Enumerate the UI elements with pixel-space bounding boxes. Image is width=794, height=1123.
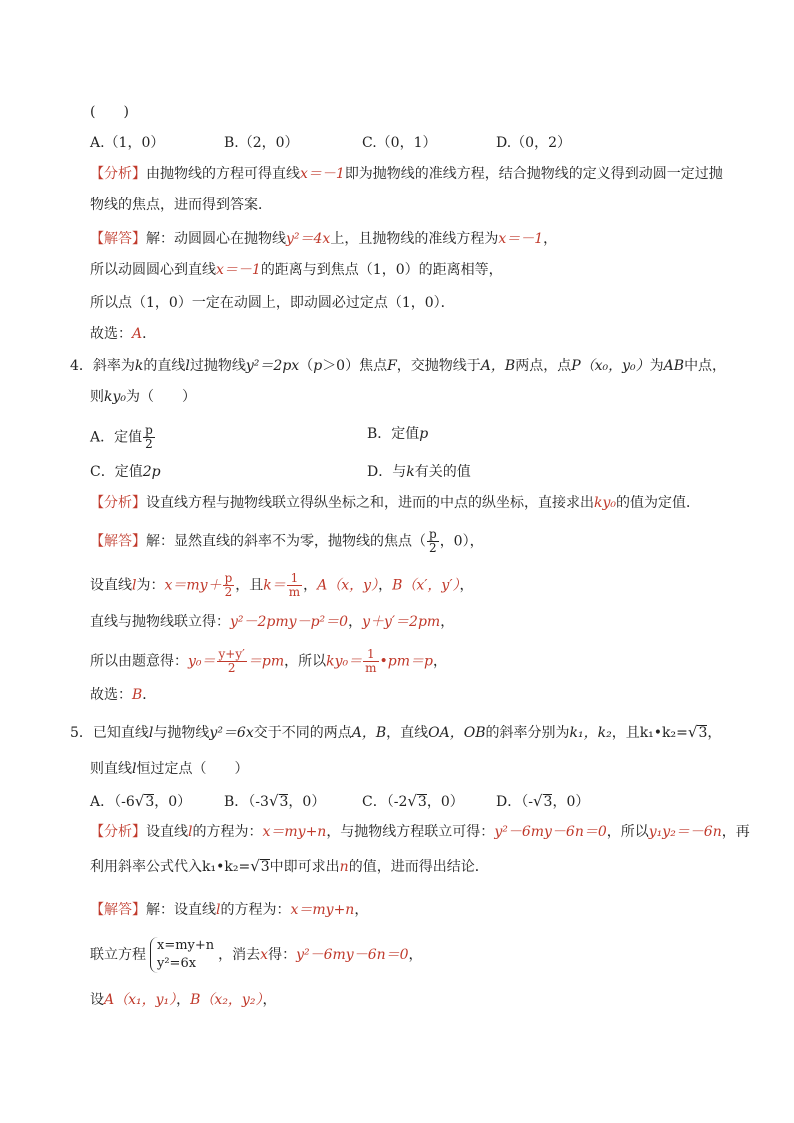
q3-option-a [90, 133, 164, 153]
text: ． [142, 326, 157, 342]
text: 则直线 [90, 761, 132, 777]
equation: ky₀＝ [326, 653, 363, 670]
text: 解：动圆圆心在抛物线 [146, 231, 286, 247]
text: ，且 [611, 725, 640, 741]
text: ，且 [235, 577, 264, 594]
equation: y²－6my－6n＝0 [296, 947, 409, 963]
text: 的方程为： [192, 824, 263, 840]
text: 故选： [90, 687, 132, 703]
option-text: B．定值 [367, 426, 420, 442]
math-var: AB [663, 358, 685, 374]
q4-solution-line-4 [90, 648, 447, 675]
option-text: A．定值 [90, 429, 143, 446]
text: 则 [90, 389, 104, 405]
math-var: F [387, 358, 397, 374]
text: 物线的焦点，进而得到答案． [90, 197, 272, 213]
paren-text: ( ) [90, 104, 129, 120]
equation: k＝ [263, 577, 286, 594]
equation: y²＝6x [209, 725, 254, 741]
equation: A（x₁，y₁） [104, 992, 177, 1008]
q5-option-b [224, 791, 325, 812]
text: 联立方程 [90, 947, 146, 963]
radicand: 3 [543, 794, 553, 810]
text: （ [299, 358, 314, 374]
math-var: l [132, 577, 137, 594]
q3-solution-line-1 [90, 229, 557, 249]
text: 得： [268, 947, 297, 963]
equation: x＝my+n [290, 902, 355, 918]
equation: ＝pm [247, 653, 285, 670]
option-text: ，0） [552, 794, 590, 810]
radicand: 3 [145, 794, 155, 810]
answer-choice: A [132, 326, 143, 342]
math-var: k [134, 358, 144, 374]
text: 4．斜率为 [70, 358, 135, 374]
equation: y²＝4x [286, 231, 331, 247]
equation: x＝－1 [498, 231, 544, 247]
q5-solution-line-2 [90, 935, 423, 975]
equation: x＝－1 [300, 166, 345, 182]
text: ， [176, 992, 191, 1008]
denominator: 2 [224, 585, 233, 599]
math-var: l [188, 824, 193, 840]
math-var: OA，OB [428, 725, 486, 741]
denominator: 2 [227, 661, 236, 675]
text: 利用斜率公式代入 [90, 859, 202, 875]
option-text: C.（0，1） [362, 135, 437, 151]
q5-analysis-line-1 [90, 822, 750, 842]
equation: k₁•k₂= [639, 725, 688, 741]
text: 所以由题意得： [90, 653, 188, 670]
q5-solution-line-3 [90, 990, 276, 1010]
q3-solution-line-2 [90, 260, 503, 280]
q4-stem-line-2 [90, 387, 196, 407]
text: 两点，点 [515, 358, 572, 374]
numerator: 1 [287, 572, 302, 586]
math-var: ky₀ [104, 389, 127, 405]
text: ，与抛物线方程联立可得： [326, 824, 495, 840]
fraction [217, 648, 247, 675]
q5-option-d [496, 791, 589, 812]
sqrt-symbol: √ [250, 857, 260, 875]
option-text: ，0） [288, 794, 326, 810]
text: ，所以 [284, 653, 327, 670]
text: 直线与抛物线联立得： [90, 614, 230, 630]
equation: ky₀ [594, 495, 617, 511]
fraction [223, 572, 235, 599]
q4-option-a [90, 424, 156, 451]
equation: B（x′，y′） [392, 577, 460, 594]
analysis-tag: 【分析】 [90, 824, 146, 840]
text: ， [378, 577, 393, 594]
denominator: 2 [429, 541, 437, 555]
option-text: B．（-3 [224, 794, 269, 810]
text: 的直线 [143, 358, 186, 374]
text: ＞0）焦点 [322, 358, 388, 374]
sqrt-symbol: √ [407, 792, 417, 810]
solution-tag: 【解答】 [90, 902, 146, 918]
math-var: l [148, 725, 154, 741]
radicand: 3 [698, 725, 708, 741]
math-var: l [216, 902, 221, 918]
text: 的值，进而得出结论． [348, 859, 489, 875]
text: 设直线 [146, 824, 188, 840]
answer-choice: B [132, 687, 143, 703]
text: 设直线方程与抛物线联立得纵坐标之和，进而的中点的纵坐标，直接求出 [146, 495, 594, 511]
option-text: 有关的值 [414, 464, 471, 480]
q4-solution-line-1 [90, 528, 484, 555]
q4-answer [90, 685, 156, 705]
sqrt-symbol: √ [134, 792, 145, 810]
q5-option-a [90, 791, 191, 812]
text: 上，且抛物线的准线方程为 [330, 231, 499, 247]
equation: k₁•k₂= [202, 859, 251, 875]
text: 由抛物线的方程可得直线 [146, 166, 300, 182]
solution-tag: 【解答】 [90, 533, 146, 550]
q3-option-c [362, 133, 436, 153]
q4-stem-line-1 [70, 356, 726, 376]
radicand: 3 [417, 794, 427, 810]
system-row: y²=6x [157, 956, 197, 971]
math-var: 2p [142, 464, 161, 480]
sqrt-symbol: √ [268, 792, 279, 810]
text: 的斜率分别为 [485, 725, 570, 741]
text: ，交抛物线于 [396, 358, 481, 374]
denominator: 2 [145, 437, 153, 451]
equation: y₀＝ [188, 653, 216, 670]
math-var: x [260, 947, 269, 963]
sqrt-symbol: √ [687, 723, 698, 741]
text: 的距离与到焦点（1，0）的距离相等， [260, 262, 503, 278]
text: 为 [649, 358, 664, 374]
q3-answer [90, 324, 156, 344]
q4-solution-line-3 [90, 612, 454, 632]
q3-analysis-line-2 [90, 195, 272, 215]
text: 为（ ） [126, 389, 197, 405]
math-var: p [419, 426, 429, 442]
text: 即为抛物线的准线方程，结合抛物线的定义得到动圆一定过抛 [344, 166, 723, 182]
text: 所以动圆圆心到直线 [90, 262, 216, 278]
text: ， [543, 231, 558, 247]
math-var: A，B [480, 358, 516, 374]
option-text: C．（-2 [362, 794, 408, 810]
text: 故选： [90, 326, 132, 342]
q4-solution-line-2 [90, 572, 474, 599]
numerator: p [429, 527, 437, 541]
equation: •pm＝p [379, 653, 433, 670]
text: 中即可求出 [269, 859, 340, 875]
math-var: k [406, 464, 415, 480]
text: ， [262, 992, 277, 1008]
text: ，消去 [218, 947, 261, 963]
q5-option-c [362, 791, 464, 812]
option-text: A.（1，0） [90, 135, 165, 151]
q5-solution-line-1 [90, 900, 368, 920]
equation-system [150, 937, 214, 973]
text: 的值为定值． [616, 495, 701, 511]
analysis-tag: 【分析】 [90, 495, 146, 511]
text: 的方程为： [220, 902, 291, 918]
option-text: ，0） [154, 794, 192, 810]
text: ， [348, 614, 363, 630]
q4-option-d [367, 462, 471, 482]
text: ， [354, 902, 369, 918]
text: ，再 [721, 824, 750, 840]
numerator: 1 [363, 648, 378, 662]
math-var: A，B [351, 725, 387, 741]
math-var: l [132, 761, 137, 777]
q3-solution-line-3 [90, 293, 455, 313]
numerator: y+y′ [218, 647, 245, 661]
text: 中点， [684, 358, 727, 374]
sqrt-symbol: √ [532, 792, 543, 810]
q5-analysis-line-2 [90, 856, 489, 877]
text: ， [303, 577, 318, 594]
text: ，直线 [386, 725, 429, 741]
denominator: m [288, 585, 301, 599]
equation: x＝－1 [216, 262, 261, 278]
text: ， [433, 653, 447, 670]
equation: y²－2pmy－p²＝0 [230, 614, 349, 630]
option-text: A．（-6 [90, 794, 135, 810]
text: ，0）， [439, 533, 484, 550]
text: 5．已知直线 [70, 725, 149, 741]
text: 设 [90, 992, 104, 1008]
math-var: p [313, 358, 323, 374]
option-text: D．（- [496, 794, 533, 810]
text: 过抛物线 [189, 358, 246, 374]
math-var: k₁，k₂ [569, 725, 612, 741]
q3-answer-paren [90, 102, 129, 122]
option-text: B.（2，0） [224, 135, 299, 151]
text: ， [408, 947, 423, 963]
radicand: 3 [260, 859, 270, 875]
text: 解：设直线 [146, 902, 216, 918]
text: ， [707, 725, 722, 741]
text: ． [142, 687, 157, 703]
denominator: m [365, 661, 377, 675]
text: 所以点（1，0）一定在动圆上，即动圆必过定点（1，0）． [90, 295, 455, 311]
text: 解：显然直线的斜率不为零，抛物线的焦点（ [146, 533, 426, 550]
equation: B（x₂，y₂） [190, 992, 263, 1008]
text: 为： [136, 577, 165, 594]
option-text: D．与 [367, 464, 407, 480]
solution-tag: 【解答】 [90, 231, 146, 247]
equation: y₁y₂＝－6n [648, 824, 722, 840]
equation: y＋y′＝2pm [362, 614, 441, 630]
q4-option-b [367, 424, 428, 444]
q5-stem-line-2 [90, 759, 248, 779]
text: ， [459, 577, 474, 594]
text: 交于不同的两点 [253, 725, 352, 741]
text: ， [440, 614, 455, 630]
q3-analysis-line-1 [90, 164, 723, 184]
q4-option-c [90, 462, 161, 482]
equation: x＝my＋ [164, 577, 222, 594]
fraction [143, 424, 155, 451]
q3-option-d [496, 133, 571, 153]
fraction [363, 648, 378, 675]
q3-option-b [224, 133, 299, 153]
option-text: C．定值 [90, 464, 143, 480]
fraction [427, 528, 439, 555]
equation: A（x，y） [317, 577, 379, 594]
option-text: ，0） [426, 794, 464, 810]
analysis-tag: 【分析】 [90, 166, 146, 182]
equation: y²＝2px [245, 358, 300, 374]
math-var: P（x₀，y₀） [571, 358, 650, 374]
option-text: D.（0，2） [496, 135, 571, 151]
text: 与抛物线 [153, 725, 210, 741]
math-var: n [339, 859, 349, 875]
text: 设直线 [90, 577, 132, 594]
q5-stem-line-1 [70, 722, 721, 743]
text: ，所以 [606, 824, 649, 840]
equation: x＝my+n [262, 824, 327, 840]
fraction [287, 572, 302, 599]
numerator: p [145, 423, 153, 437]
math-var: l [185, 358, 190, 374]
numerator: p [224, 571, 233, 585]
equation: y²－6my－6n＝0 [494, 824, 607, 840]
q4-analysis [90, 493, 700, 513]
radicand: 3 [279, 794, 289, 810]
system-row: x=my+n [157, 938, 215, 953]
text: 恒过定点（ ） [136, 761, 249, 777]
